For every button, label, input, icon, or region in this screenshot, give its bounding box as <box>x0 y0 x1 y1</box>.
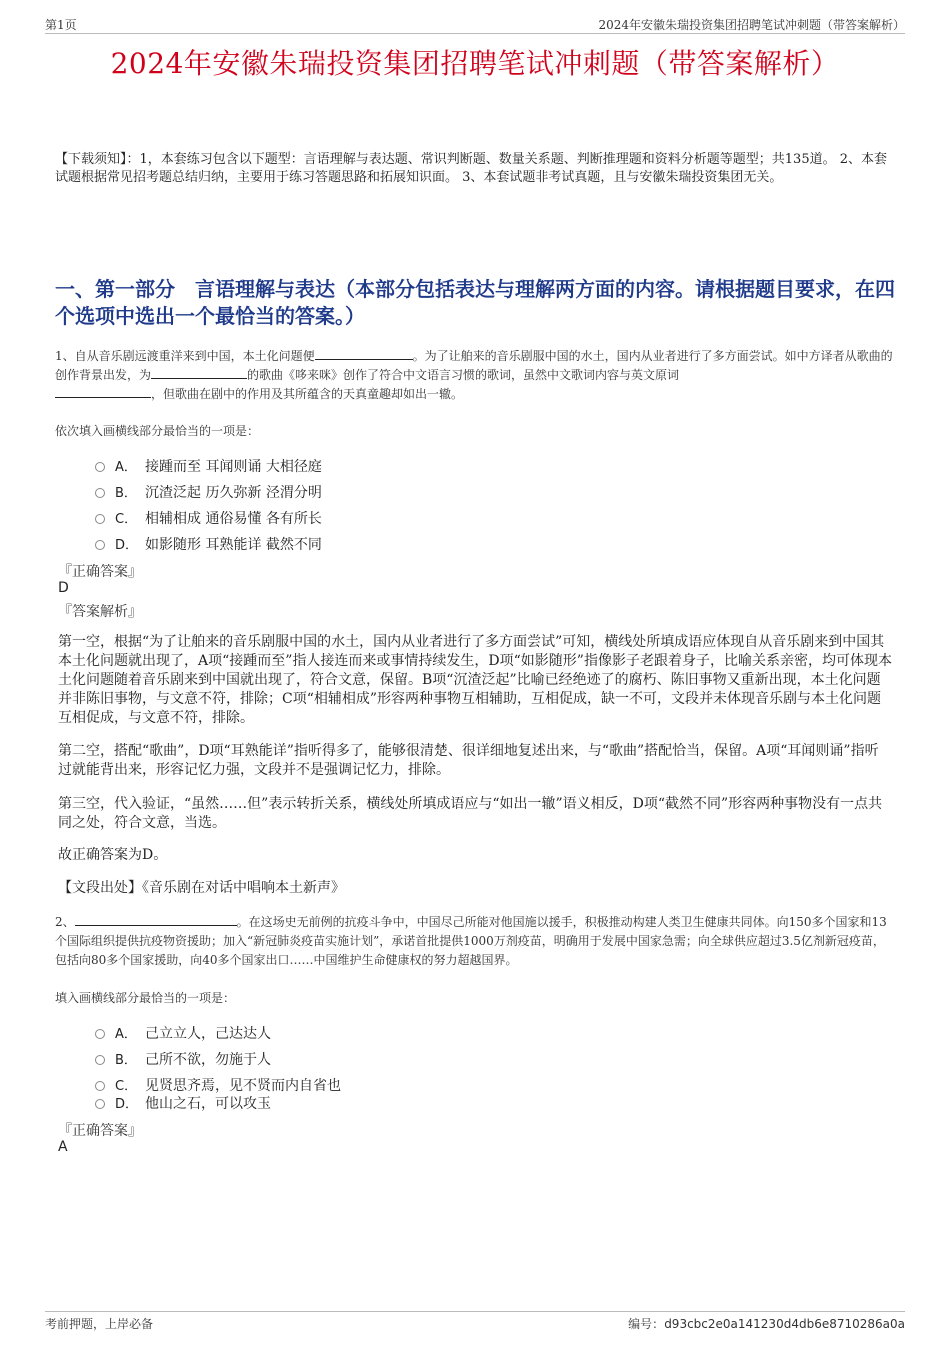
answer-label: 『正确答案』 <box>58 1123 142 1139</box>
option-text: 己所不欲，勿施于人 <box>145 1052 271 1068</box>
section-title: 一、第一部分 言语理解与表达（本部分包括表达与理解两方面的内容。请根据题目要求，在四个选项中选出一个最恰当的答案。） <box>55 277 895 328</box>
question-2-stem <box>55 913 895 970</box>
page-footer <box>45 1311 905 1333</box>
option-text: 见贤思齐焉，见不贤而内自省也 <box>145 1078 341 1094</box>
footer-slogan: 考前押题，上岸必备 <box>45 1317 154 1331</box>
fill-blank <box>151 366 247 379</box>
question-2-stem-part-a: 2、 <box>55 915 75 929</box>
footer-code <box>628 1315 905 1332</box>
analysis-paragraph-2: 第二空，搭配“歌曲”，D项“耳熟能详”指听得多了，能够很清楚、很详细地复述出来，与“歌曲”搭配恰当，保留。A项“耳闻则诵”指听过就能背出来，形容记忆力强，文段并不是强调记忆力，排除。 <box>58 743 879 778</box>
fill-blank <box>75 913 237 926</box>
option-letter: C． <box>115 512 138 527</box>
passage-source: 【文段出处】《音乐剧在对话中唱响本土新声》 <box>58 880 345 896</box>
question-1-prompt: 依次填入画横线部分最恰当的一项是： <box>55 424 260 438</box>
answer-value: A <box>58 1139 68 1155</box>
header-doc-title: 2024年安徽朱瑞投资集团招聘笔试冲刺题（带答案解析） <box>598 18 905 32</box>
answer-label: 『正确答案』 <box>58 564 142 580</box>
question-1-stem-part-d: ，但歌曲在剧中的作用及其所蕴含的天真童趣却如出一辙。 <box>151 387 464 401</box>
document-title: 2024年安徽朱瑞投资集团招聘笔试冲刺题（带答案解析） <box>110 47 840 80</box>
option-text: 己立立人，己达达人 <box>145 1026 271 1042</box>
radio-icon[interactable] <box>95 1081 105 1091</box>
option-text: 如影随形 耳熟能详 截然不同 <box>145 537 322 553</box>
option-letter: B． <box>115 486 137 501</box>
analysis-paragraph-1: 第一空，根据“为了让舶来的音乐剧服中国的水土，国内从业者进行了多方面尝试”可知，横线处所填成语应体现自从音乐剧来到中国其本土化问题就出现了，A项“接踵而至”指人接连而来或事情持续发生，D项“如影随形”指像影子老跟着身子，比喻关系亲密，均可体现本土化问题随着音乐剧来到中国就出现了，符合文意，保留。B项“沉渣泛起”比喻已经绝迹了的腐朽、陈旧事物又重新出现，本土化问题并非陈旧事物，与文意不符，排除；C项“相辅相成”形容两种事物互相辅助，互相促成，缺一不可，文段并未体现音乐剧与本土化问题互相促成，与文意不符，排除。 <box>58 634 892 726</box>
radio-icon[interactable] <box>95 1055 105 1065</box>
fill-blank <box>315 347 413 360</box>
page-number: 第1页 <box>45 18 77 32</box>
radio-icon[interactable] <box>95 540 105 550</box>
analysis-label: 『答案解析』 <box>58 604 142 620</box>
option-letter: D． <box>115 1097 139 1112</box>
footer-code-value: d93cbc2e0a141230d4db6e8710286a0a <box>664 1317 905 1331</box>
analysis-paragraph-3: 第三空，代入验证，“虽然……但”表示转折关系，横线处所填成语应与“如出一辙”语义相反，D项“截然不同”形容两种事物没有一点共同之处，符合文意，当选。 <box>58 796 883 831</box>
analysis-conclusion: 故正确答案为D。 <box>58 847 168 863</box>
option-letter: C． <box>115 1079 138 1094</box>
option-letter: A． <box>115 460 137 475</box>
radio-icon[interactable] <box>95 488 105 498</box>
answer-value: D <box>58 580 69 596</box>
option-text: 接踵而至 耳闻则诵 大相径庭 <box>145 459 322 475</box>
option-text: 相辅相成 通俗易懂 各有所长 <box>145 511 322 527</box>
option-letter: D． <box>115 538 139 553</box>
question-1-stem <box>55 347 895 404</box>
fill-blank <box>55 385 151 398</box>
option-text: 沉渣泛起 历久弥新 泾渭分明 <box>145 485 322 501</box>
radio-icon[interactable] <box>95 462 105 472</box>
question-1-stem-part-c: 的歌曲《哆来咪》创作了符合中文语言习惯的歌词，虽然中文歌词内容与英文原词 <box>247 368 680 382</box>
radio-icon[interactable] <box>95 514 105 524</box>
radio-icon[interactable] <box>95 1099 105 1109</box>
download-notice: 【下载须知】：1，本套练习包含以下题型：言语理解与表达题、常识判断题、数量关系题、判断推理题和资料分析题等题型；共135道。 2、本套试题根据常见招考题总结归纳，主要用于练习答题思路和拓展知识面。 3、本套试题非考试真题，且与安徽朱瑞投资集团无关。 <box>55 152 887 185</box>
question-2-stem-part-b: 。在这场史无前例的抗疫斗争中，中国尽己所能对他国施以援手，积极推动构建人类卫生健康共同体。向150多个国家和13个国际组织提供抗疫物资援助；加入“新冠肺炎疫苗实施计划”，承诺首批提供1000万剂疫苗，明确用于发展中国家急需；向全球供应超过3.5亿剂新冠疫苗，包括向80多个国家援助，向40多个国家出口……中国维护生命健康权的努力超越国界。 <box>55 915 887 967</box>
question-1-stem-part-b: 。为了让舶来的音乐剧服中国的水土，国内从业者进行了多方面尝试。如中方译者从歌曲的创作背景出发，为 <box>55 349 893 382</box>
question-2-prompt: 填入画横线部分最恰当的一项是： <box>55 991 236 1005</box>
footer-code-label: 编号： <box>628 1317 665 1331</box>
radio-icon[interactable] <box>95 1029 105 1039</box>
option-letter: B． <box>115 1053 137 1068</box>
page-header <box>45 14 905 34</box>
option-text: 他山之石，可以攻玉 <box>145 1096 271 1112</box>
option-letter: A． <box>115 1027 137 1042</box>
question-1-stem-part-a: 1、自从音乐剧远渡重洋来到中国，本土化问题便 <box>55 349 315 363</box>
